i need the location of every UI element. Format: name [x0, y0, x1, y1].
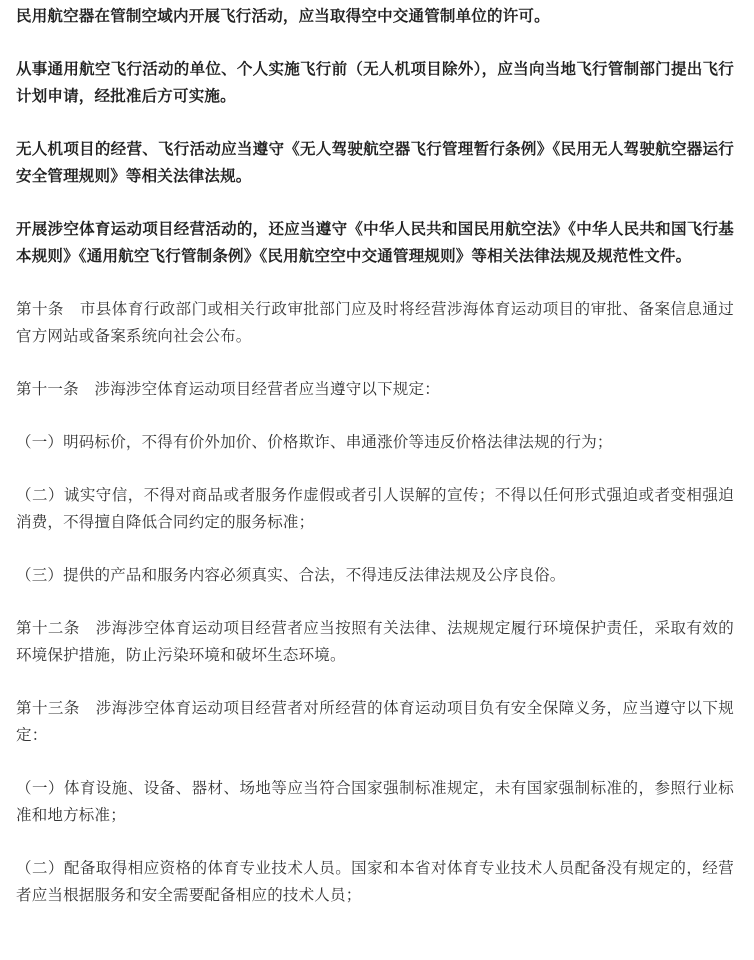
article-13-item-2: （二）配备取得相应资格的体育专业技术人员。国家和本省对体育专业技术人员配备没有规定的，经营者应当根据服务和安全需要配备相应的技术人员；: [16, 859, 734, 904]
article-11-item-2: （二）诚实守信，不得对商品或者服务作虚假或者引人误解的宣传；不得以任何形式强迫或者变相强迫消费，不得擅自降低合同约定的服务标准；: [16, 486, 734, 531]
article-13-item-1: （一）体育设施、设备、器材、场地等应当符合国家强制标准规定，未有国家强制标准的，参照行业标准和地方标准；: [16, 779, 734, 824]
paragraph-flight-plan: 从事通用航空飞行活动的单位、个人实施飞行前（无人机项目除外），应当向当地飞行管制部门提出飞行计划申请，经批准后方可实施。: [16, 60, 734, 105]
paragraph-aviation-laws: 开展涉空体育运动项目经营活动的，还应当遵守《中华人民共和国民用航空法》《中华人民共和国飞行基本规则》《通用航空飞行管制条例》《民用航空空中交通管理规则》等相关法律法规及规范性文件。: [16, 220, 734, 265]
paragraph-air-traffic-permit: 民用航空器在管制空域内开展飞行活动，应当取得空中交通管制单位的许可。: [16, 7, 550, 25]
article-12: 第十二条 涉海涉空体育运动项目经营者应当按照有关法律、法规规定履行环境保护责任，采取有效的环境保护措施，防止污染环境和破坏生态环境。: [16, 619, 734, 664]
article-13: 第十三条 涉海涉空体育运动项目经营者对所经营的体育运动项目负有安全保障义务，应当遵守以下规定：: [16, 699, 734, 744]
article-11: 第十一条 涉海涉空体育运动项目经营者应当遵守以下规定：: [16, 380, 440, 398]
paragraph-drone-rules: 无人机项目的经营、飞行活动应当遵守《无人驾驶航空器飞行管理暂行条例》《民用无人驾驶航空器运行安全管理规则》等相关法律法规。: [16, 140, 734, 185]
article-11-item-1: （一）明码标价，不得有价外加价、价格欺诈、串通涨价等违反价格法律法规的行为；: [16, 433, 613, 451]
article-10: 第十条 市县体育行政部门或相关行政审批部门应及时将经营涉海体育运动项目的审批、备案信息通过官方网站或备案系统向社会公布。: [16, 300, 734, 345]
article-11-item-3: （三）提供的产品和服务内容必须真实、合法，不得违反法律法规及公序良俗。: [16, 566, 566, 584]
